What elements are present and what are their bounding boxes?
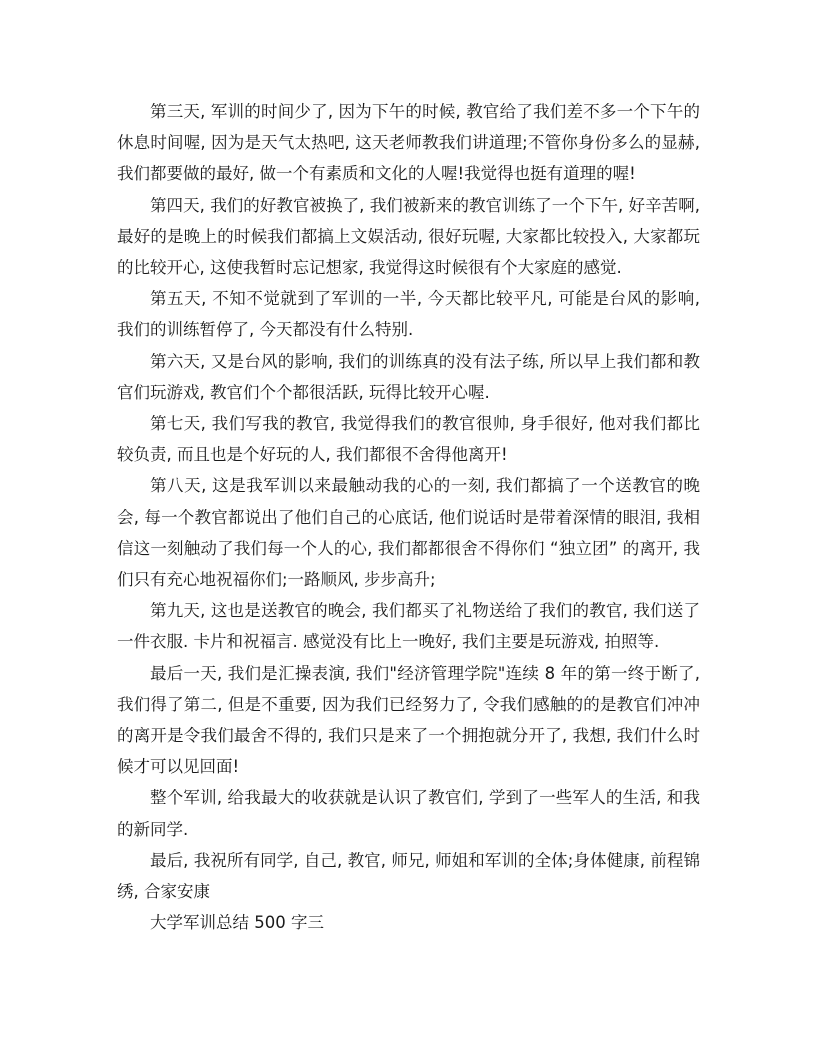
paragraph-wishes: 最后, 我祝所有同学, 自己, 教官, 师兄, 师姐和军训的全体;身体健康, 前程锦绣, 合家安康 bbox=[117, 850, 700, 902]
section-heading: 大学军训总结 500 字三 bbox=[150, 913, 324, 933]
paragraph-day-7: 第七天, 我们写我的教官, 我觉得我们的教官很帅, 身手很好, 他对我们都比较负责, 而且也是个好玩的人, 我们都很不舍得他离开! bbox=[117, 414, 700, 465]
paragraph-day-3: 第三天, 军训的时间少了, 因为下午的时候, 教官给了我们差不多一个下午的休息时间喔, 因为是天气太热吧, 这天老师教我们讲道理;不管你身份多么的显赫, 我们都要做的最好, 做一个有素质和文化的人喔!我觉得也挺有道理的喔! bbox=[117, 102, 700, 184]
paragraph-summary: 整个军训, 给我最大的收获就是认识了教官们, 学到了一些军人的生活, 和我的新同学. bbox=[117, 788, 700, 839]
paragraph-day-5: 第五天, 不知不觉就到了军训的一半, 今天都比较平凡, 可能是台风的影响, 我们的训练暂停了, 今天都没有什么特别. bbox=[117, 289, 700, 340]
paragraph-day-8: 第八天, 这是我军训以来最触动我的心的一刻, 我们都搞了一个送教官的晚会, 每一个教官都说出了他们自己的心底话, 他们说话时是带着深情的眼泪, 我相信这一刻触动了我们每一个人的心, 我们都都很舍不得你们 “独立团” 的离开, 我们只有充心地祝福你们;一路顺风, 步步高升; bbox=[117, 476, 700, 590]
paragraph-day-6: 第六天, 又是台风的影响, 我们的训练真的没有法子练, 所以早上我们都和教官们玩游戏, 教官们个个都很活跃, 玩得比较开心喔. bbox=[117, 351, 700, 402]
document-body bbox=[117, 96, 700, 938]
paragraph-day-9: 第九天, 这也是送教官的晚会, 我们都买了礼物送给了我们的教官, 我们送了一件衣服. 卡片和祝福言. 感觉没有比上一晚好, 我们主要是玩游戏, 拍照等. bbox=[117, 601, 700, 652]
paragraph-last-day: 最后一天, 我们是汇操表演, 我们"经济管理学院"连续 8 年的第一终于断了, 我们得了第二, 但是不重要, 因为我们已经努力了, 令我们感触的的是教官们冲冲的离开是令我们最舍不得的, 我们只是来了一个拥抱就分开了, 我想, 我们什么时候才可以见回面! bbox=[117, 663, 700, 777]
paragraph-day-4: 第四天, 我们的好教官被换了, 我们被新来的教官训练了一个下午, 好辛苦啊, 最好的是晚上的时候我们都搞上文娱活动, 很好玩喔, 大家都比较投入, 大家都玩的比较开心, 这使我暂时忘记想家, 我觉得这时候很有个大家庭的感觉. bbox=[117, 195, 700, 278]
